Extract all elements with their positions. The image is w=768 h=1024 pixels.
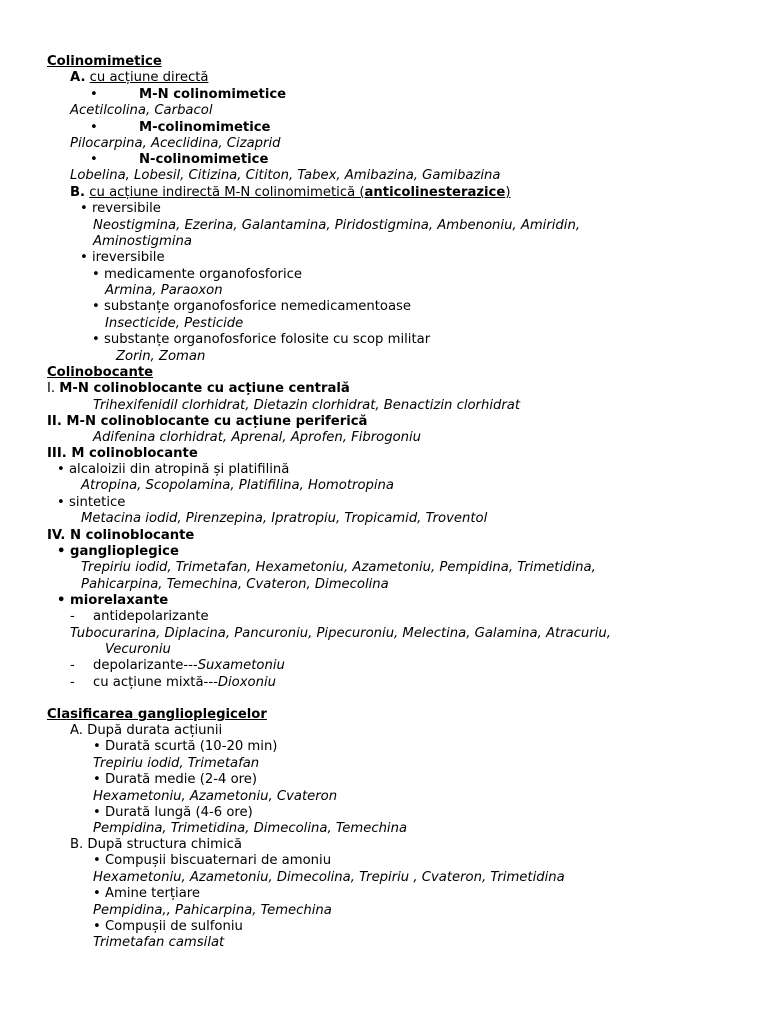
subsection-a: A. cu acțiune directă	[70, 70, 209, 85]
drugs-m-colinomimetice: Pilocarpina, Aceclidina, Cizaprid	[70, 136, 281, 151]
drugs-reversibile-1: Neostigmina, Ezerina, Galantamina, Piridostigmina, Ambenoniu, Amiridin,	[93, 218, 581, 233]
heading-m-colinomimetice: M-colinomimetice	[139, 120, 271, 135]
item-miorelaxante: • miorelaxante	[57, 593, 169, 608]
drugs-ganglioplegice-1: Trepiriu iodid, Trimetafan, Hexametoniu, Azametoniu, Pempidina, Trimetidina,	[81, 560, 596, 575]
item-antidepolarizante: antidepolarizante	[93, 609, 209, 624]
item-nemedicamentoase: • substanțe organofosforice nemedicamentoase	[92, 299, 412, 314]
item-amine-tertiare: • Amine terțiare	[93, 886, 201, 901]
section-title-colinoblocante: Colinobocante	[47, 365, 154, 380]
section-title-colinomimetice: Colinomimetice	[47, 54, 162, 69]
item-sintetice: • sintetice	[57, 495, 126, 510]
item-actiune-mixta: cu acțiune mixtă---Dioxoniu	[93, 675, 276, 690]
item-medicamente-organofosforice: • medicamente organofosforice	[92, 267, 302, 282]
drugs-n-colinomimetice: Lobelina, Lobesil, Citizina, Cititon, Tabex, Amibazina, Gamibazina	[70, 168, 501, 183]
dash-depolarizante: -	[70, 658, 75, 673]
item-ireversibile: • ireversibile	[80, 250, 165, 265]
drugs-durata-medie: Hexametoniu, Azametoniu, Cvateron	[93, 789, 338, 804]
item-sulfoniu: • Compușii de sulfoniu	[93, 919, 243, 934]
drugs-alcaloizii: Atropina, Scopolamina, Platifilina, Homotropina	[81, 478, 394, 493]
drugs-i-central: Trihexifenidil clorhidrat, Dietazin clorhidrat, Benactizin clorhidrat	[93, 398, 521, 413]
dash-actiune-mixta: -	[70, 675, 75, 690]
heading-i-central: I. M-N colinoblocante cu acțiune centrală	[47, 381, 350, 396]
subsection-b: B. cu acțiune indirectă M-N colinomimetică (anticolinesterazice)	[70, 185, 511, 200]
item-ganglioplegice: • ganglioplegice	[57, 544, 179, 559]
drugs-mn-colinomimetice: Acetilcolina, Carbacol	[70, 103, 213, 118]
drugs-nemedicamentoase: Insecticide, Pesticide	[105, 316, 244, 331]
drugs-sulfoniu: Trimetafan camsilat	[93, 935, 225, 950]
drugs-durata-lunga: Pempidina, Trimetidina, Dimecolina, Temechina	[93, 821, 408, 836]
drugs-biscuaternari: Hexametoniu, Azametoniu, Dimecolina, Trepiriu , Cvateron, Trimetidina	[93, 870, 565, 885]
drugs-reversibile-2: Aminostigmina	[93, 234, 192, 249]
drugs-ganglioplegice-2: Pahicarpina, Temechina, Cvateron, Dimecolina	[81, 577, 389, 592]
item-durata-scurta: • Durată scurtă (10-20 min)	[93, 739, 278, 754]
drugs-ii-periferica: Adifenina clorhidrat, Aprenal, Aprofen, Fibrogoniu	[93, 430, 422, 445]
drugs-amine-tertiare: Pempidina,, Pahicarpina, Temechina	[93, 903, 332, 918]
heading-mn-colinomimetice: M-N colinomimetice	[139, 87, 287, 102]
item-alcaloizii: • alcaloizii din atropină și platifilină	[57, 462, 290, 477]
item-scop-militar: • substanțe organofosforice folosite cu scop militar	[92, 332, 431, 347]
dash-antidepolarizante: -	[70, 609, 75, 624]
heading-iv-n-colinoblocante: IV. N colinoblocante	[47, 528, 195, 543]
bullet-n-colinomimetice: •	[90, 152, 98, 167]
item-reversibile: • reversibile	[80, 201, 161, 216]
section-title-clasificarea-ganglioplegicelor: Clasificarea ganglioplegicelor	[47, 707, 267, 722]
drugs-scop-militar: Zorin, Zoman	[116, 349, 206, 364]
subsection-dupa-structura: B. După structura chimică	[70, 837, 242, 852]
item-biscuaternari: • Compușii biscuaternari de amoniu	[93, 853, 332, 868]
drugs-medicamente-organofosforice: Armina, Paraoxon	[105, 283, 223, 298]
drugs-antidepolarizante-2: Vecuroniu	[105, 642, 171, 657]
drugs-antidepolarizante-1: Tubocurarina, Diplacina, Pancuroniu, Pipecuroniu, Melectina, Galamina, Atracuriu,	[70, 626, 611, 641]
item-durata-medie: • Durată medie (2-4 ore)	[93, 772, 258, 787]
subsection-dupa-durata: A. După durata acțiunii	[70, 723, 223, 738]
bullet-mn-colinomimetice: •	[90, 87, 98, 102]
heading-n-colinomimetice: N-colinomimetice	[139, 152, 269, 167]
heading-iii-m-colinoblocante: III. M colinoblocante	[47, 446, 198, 461]
heading-ii-periferica: II. M-N colinoblocante cu acțiune periferică	[47, 414, 368, 429]
item-durata-lunga: • Durată lungă (4-6 ore)	[93, 805, 253, 820]
drugs-durata-scurta: Trepiriu iodid, Trimetafan	[93, 756, 260, 771]
drugs-sintetice: Metacina iodid, Pirenzepina, Ipratropiu, Tropicamid, Troventol	[81, 511, 488, 526]
bullet-m-colinomimetice: •	[90, 120, 98, 135]
item-depolarizante: depolarizante---Suxametoniu	[93, 658, 285, 673]
